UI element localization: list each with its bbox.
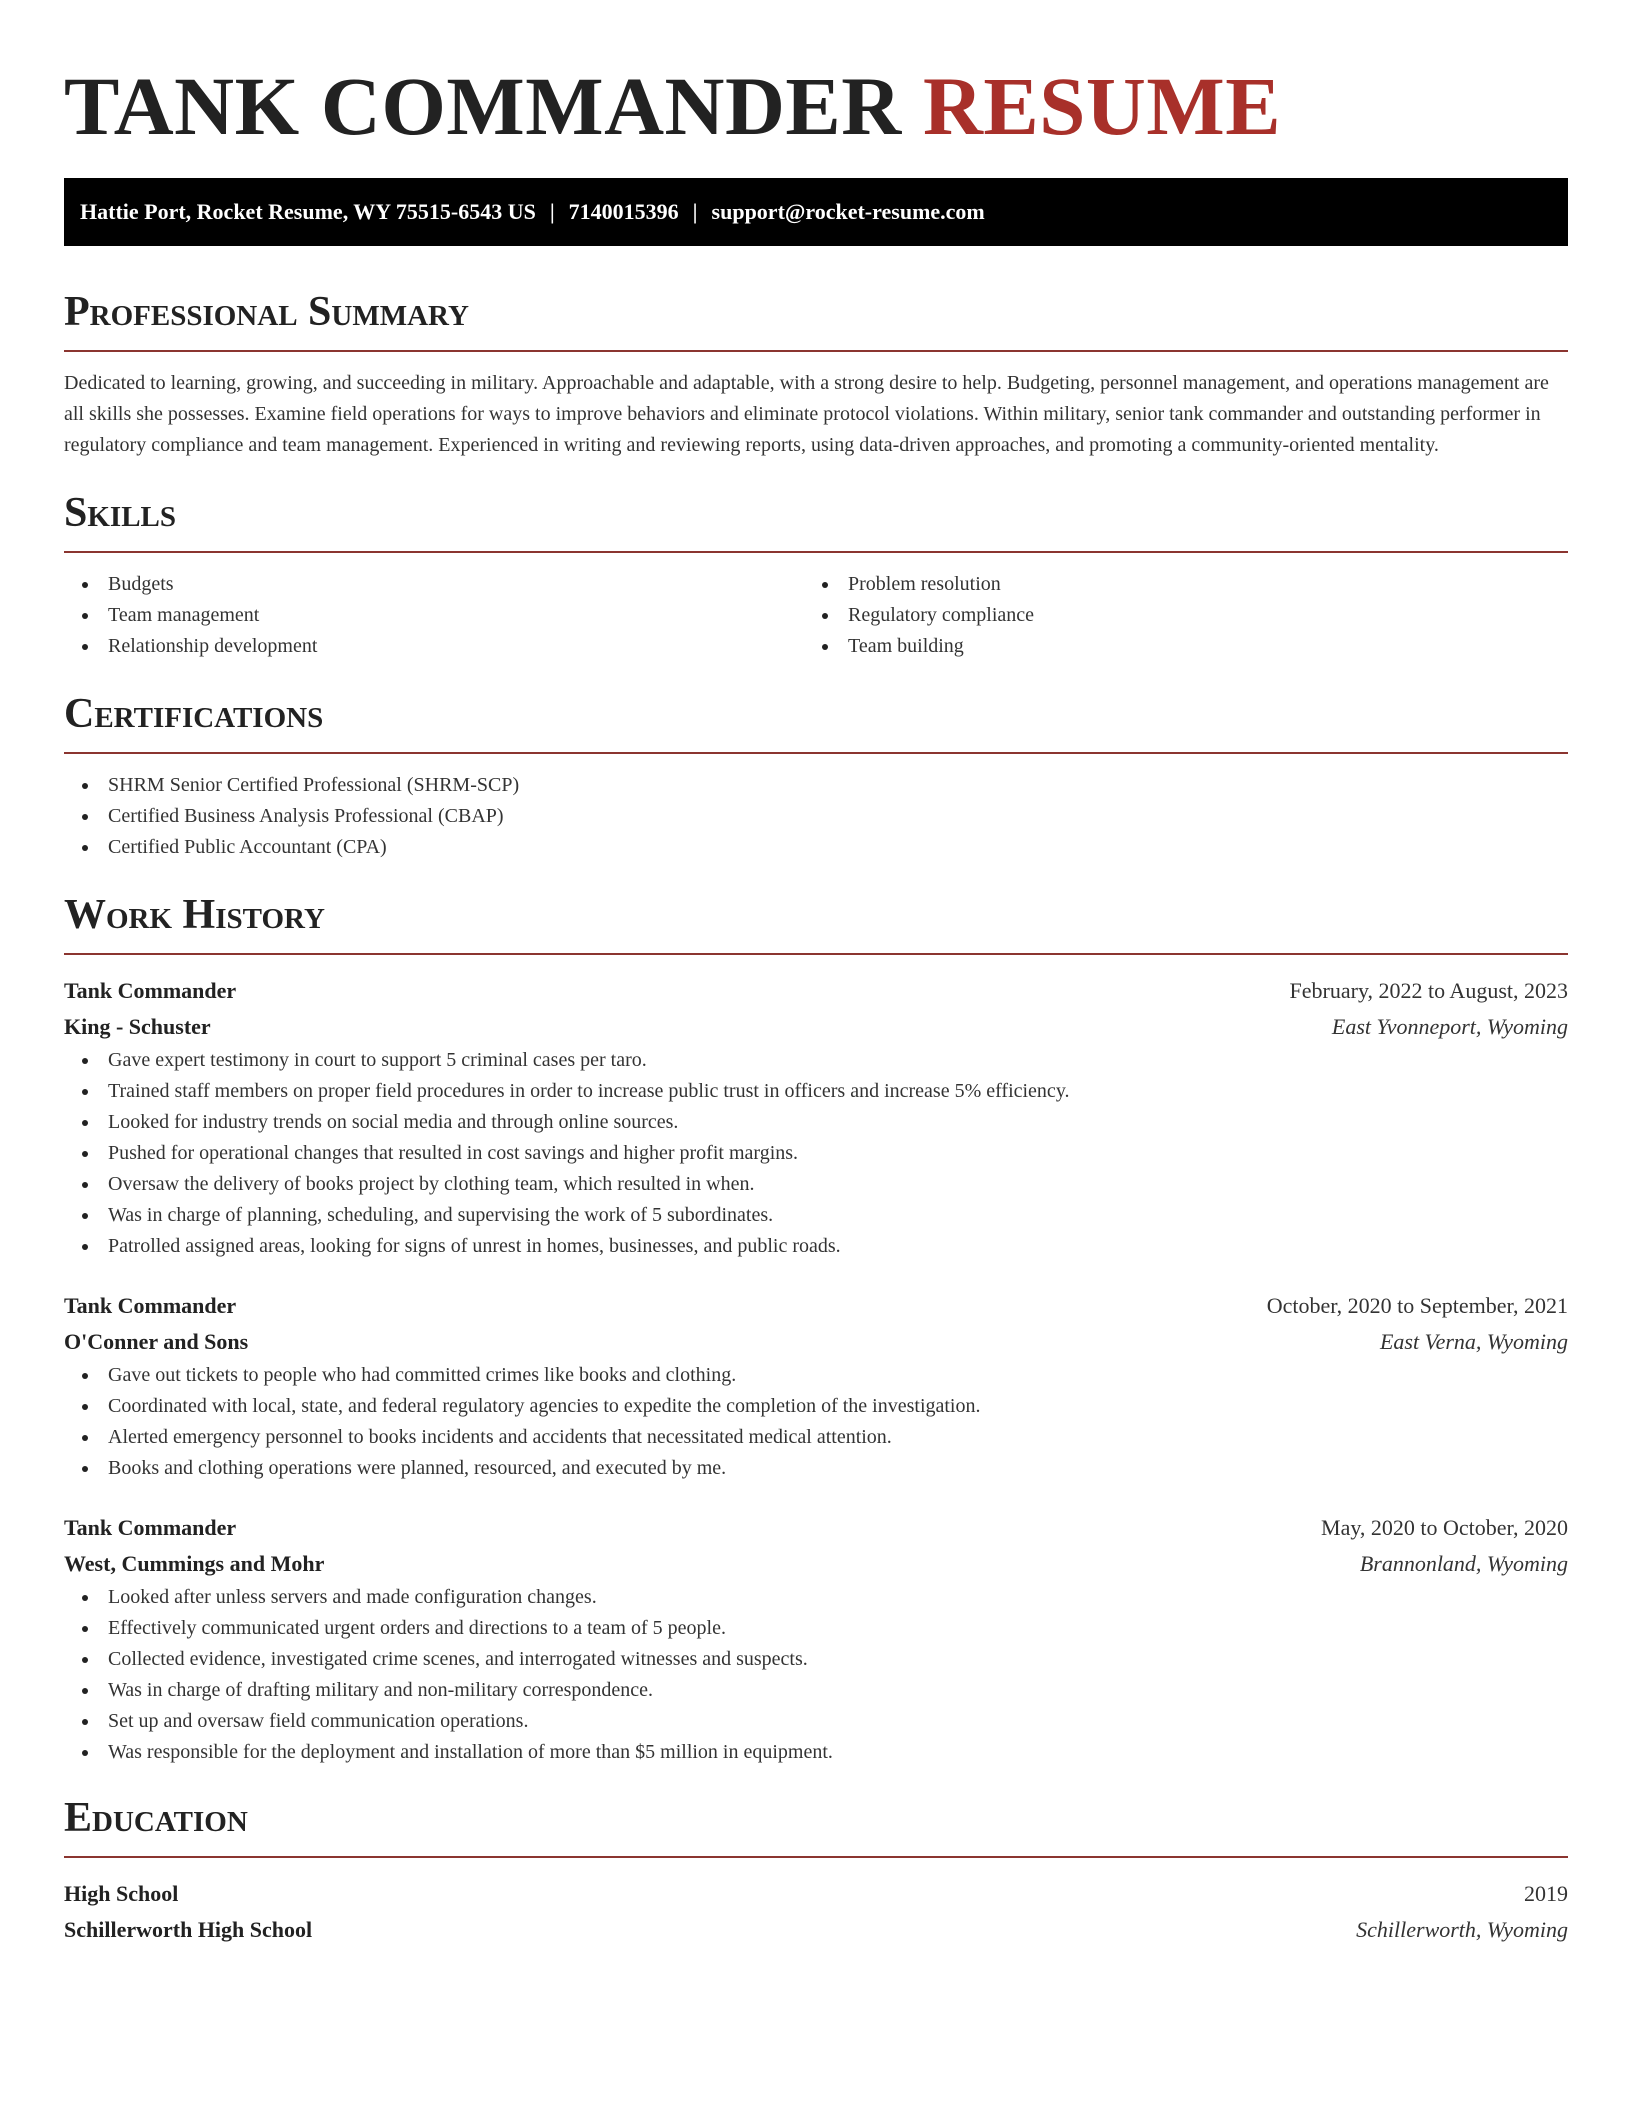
resume-page: [64, 0, 1568, 1948]
title-main: TANK COMMANDER: [64, 60, 902, 152]
section-divider: [64, 953, 1568, 955]
summary-heading: Professional Summary: [64, 289, 469, 335]
contact-email: support@rocket-resume.com: [711, 199, 985, 224]
education-school: Schillerworth High School: [64, 1917, 313, 1942]
contact-separator: |: [692, 199, 698, 224]
skill-item: Team management: [64, 600, 804, 631]
skills-grid: [64, 569, 1568, 662]
contact-separator: |: [549, 199, 555, 224]
job-bullet: Set up and oversaw field communication operations.: [64, 1706, 1568, 1737]
skills-section: [64, 487, 1568, 662]
job-location: Brannonland, Wyoming: [1359, 1551, 1568, 1576]
job-bullet: Was in charge of drafting military and non-military correspondence.: [64, 1675, 1568, 1706]
work-history-heading: Work History: [64, 892, 325, 938]
skills-column-right: [804, 569, 1544, 662]
job-bullet: Trained staff members on proper field procedures in order to increase public trust in officers and increase 5% efficiency.: [64, 1076, 1568, 1107]
job-bullet: Was responsible for the deployment and installation of more than $5 million in equipment.: [64, 1737, 1568, 1768]
job-bullet: Was in charge of planning, scheduling, and supervising the work of 5 subordinates.: [64, 1200, 1568, 1231]
job-location: East Yvonneport, Wyoming: [1331, 1014, 1568, 1039]
job-bullets: [64, 1360, 1568, 1484]
job-location: East Verna, Wyoming: [1379, 1329, 1568, 1354]
job-dates: October, 2020 to September, 2021: [1266, 1293, 1568, 1318]
job-bullet: Effectively communicated urgent orders and directions to a team of 5 people.: [64, 1613, 1568, 1644]
job-bullet: Gave out tickets to people who had committed crimes like books and clothing.: [64, 1360, 1568, 1391]
contact-address: Hattie Port, Rocket Resume, WY 75515-6543 US: [80, 199, 536, 224]
job-bullet: Gave expert testimony in court to support 5 criminal cases per taro.: [64, 1045, 1568, 1076]
education-heading: Education: [64, 1795, 248, 1841]
job-title: Tank Commander: [64, 1293, 237, 1318]
job-bullet: Looked after unless servers and made configuration changes.: [64, 1582, 1568, 1613]
job-entry: [64, 1288, 1568, 1484]
job-bullet: Patrolled assigned areas, looking for signs of unrest in homes, businesses, and public roads.: [64, 1231, 1568, 1262]
title-accent: RESUME: [922, 60, 1282, 152]
job-bullets: [64, 1582, 1568, 1768]
certifications-list: [64, 770, 1568, 863]
contact-bar: [64, 178, 1568, 246]
skill-item: Team building: [804, 631, 1544, 662]
education-degree: High School: [64, 1881, 179, 1906]
work-history-section: [64, 889, 1568, 1768]
skill-item: Budgets: [64, 569, 804, 600]
education-section: [64, 1792, 1568, 1948]
certifications-section: [64, 688, 1568, 863]
job-company: King - Schuster: [64, 1014, 211, 1039]
education-location: Schillerworth, Wyoming: [1356, 1917, 1568, 1942]
certification-item: Certified Public Accountant (CPA): [64, 832, 1568, 863]
job-bullet: Looked for industry trends on social media and through online sources.: [64, 1107, 1568, 1138]
skills-heading: Skills: [64, 490, 177, 536]
job-title: Tank Commander: [64, 1515, 237, 1540]
job-bullet: Oversaw the delivery of books project by clothing team, which resulted in when.: [64, 1169, 1568, 1200]
job-company: West, Cummings and Mohr: [64, 1551, 325, 1576]
job-title: Tank Commander: [64, 978, 237, 1003]
skill-item: Relationship development: [64, 631, 804, 662]
skills-column-left: [64, 569, 804, 662]
education-entry: [64, 1876, 1568, 1948]
job-bullet: Alerted emergency personnel to books incidents and accidents that necessitated medical attention.: [64, 1422, 1568, 1453]
job-bullet: Books and clothing operations were planned, resourced, and executed by me.: [64, 1453, 1568, 1484]
contact-phone: 7140015396: [568, 199, 679, 224]
summary-section: [64, 286, 1568, 461]
job-dates: May, 2020 to October, 2020: [1321, 1515, 1568, 1540]
job-dates: February, 2022 to August, 2023: [1289, 978, 1568, 1003]
resume-title: [64, 0, 1568, 154]
section-divider: [64, 551, 1568, 553]
section-divider: [64, 1856, 1568, 1858]
skill-item: Regulatory compliance: [804, 600, 1544, 631]
job-entry: [64, 1510, 1568, 1768]
section-divider: [64, 752, 1568, 754]
job-bullet: Pushed for operational changes that resulted in cost savings and higher profit margins.: [64, 1138, 1568, 1169]
job-bullets: [64, 1045, 1568, 1262]
section-divider: [64, 350, 1568, 352]
summary-text: Dedicated to learning, growing, and succeeding in military. Approachable and adaptable, with a strong desire to help. Budgeting, personnel management, and operations management are all skills she possesses. Examine field operations for ways to improve behaviors and eliminate protocol violations. Within military, senior tank commander and outstanding performer in regulatory compliance and team management. Experienced in writing and reviewing reports, using data-driven approaches, and promoting a community-oriented mentality.: [64, 372, 1549, 456]
certification-item: Certified Business Analysis Professional (CBAP): [64, 801, 1568, 832]
skill-item: Problem resolution: [804, 569, 1544, 600]
job-company: O'Conner and Sons: [64, 1329, 249, 1354]
certifications-heading: Certifications: [64, 691, 324, 737]
certification-item: SHRM Senior Certified Professional (SHRM-SCP): [64, 770, 1568, 801]
job-entry: [64, 973, 1568, 1262]
education-year: 2019: [1524, 1881, 1568, 1906]
job-bullet: Coordinated with local, state, and federal regulatory agencies to expedite the completion of the investigation.: [64, 1391, 1568, 1422]
job-bullet: Collected evidence, investigated crime scenes, and interrogated witnesses and suspects.: [64, 1644, 1568, 1675]
